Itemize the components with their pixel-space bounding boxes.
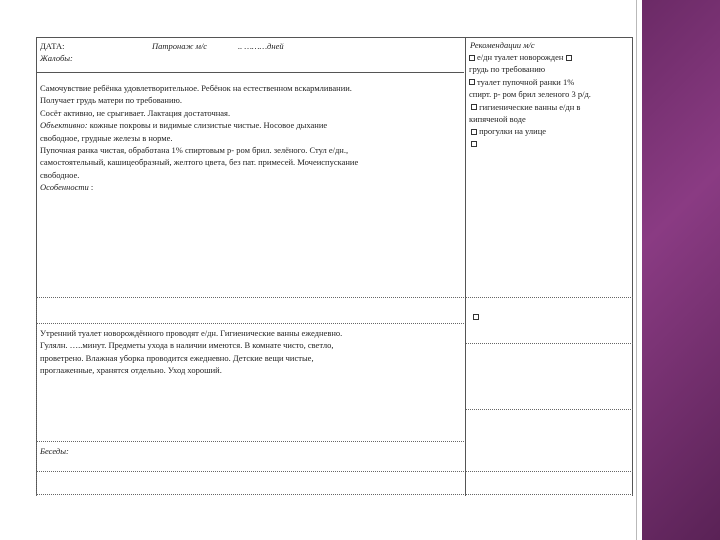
- exam-line-5: свободное, грудные железы в норме.: [40, 132, 173, 143]
- exam-line-8: свободное.: [40, 169, 80, 180]
- talks-block: [40, 445, 464, 457]
- checkbox-icon: [469, 79, 475, 85]
- hygiene-line-3: проветрено. Влажная уборка проводится ежедневно. Детские вещи чистые,: [40, 352, 314, 363]
- exam-line-7: самостоятельный, кашицеобразный, желтого цвета, без пат. примесей. Мочеиспускание: [40, 157, 359, 168]
- checkbox-icon: [469, 55, 475, 61]
- dotted-divider-3: [36, 441, 464, 442]
- exam-line-3: Сосёт активно, не срыгивает. Лактация достаточная.: [40, 107, 231, 118]
- checkbox-icon: [471, 141, 477, 147]
- rec-line-6: кипяченой воде: [469, 114, 526, 125]
- header-divider: [36, 72, 464, 73]
- rec-dotted-divider-5: [466, 494, 633, 495]
- rec-line-8: [469, 138, 633, 150]
- exam-line-4-text: кожные покровы и видимые слизистые чистые. Носовое дыхание: [87, 120, 328, 131]
- exam-line-6: Пупочная ранка чистая, обработана 1% спиртовым р- ром брил. зелёного. Стул е/дн.,: [40, 145, 349, 156]
- talks-label: Беседы:: [40, 446, 69, 456]
- rec-text-5: гигиенические ванны е/дн в: [479, 101, 581, 112]
- rec-text-7: прогулки на улице: [479, 126, 547, 137]
- hygiene-line-1: Утренний туалет новорождённого проводят е/дн. Гигиенические ванны ежедневно.: [40, 328, 343, 338]
- exam-line-1: Самочувствие ребёнка удовлетворительное. Ребёнок на естественном вскармливании.: [40, 83, 352, 93]
- side-divider-line: [636, 0, 637, 540]
- exam-line-2: Получает грудь матери по требованию.: [40, 95, 182, 106]
- hygiene-text: [40, 327, 464, 377]
- days-field: .. ………дней: [238, 41, 284, 51]
- rec-line-7: [469, 125, 633, 137]
- rec-line-5: [469, 101, 633, 113]
- rec-text-1: е/дн туалет новорожден: [477, 52, 564, 62]
- rec-line-2: грудь по требованию: [469, 64, 546, 75]
- features-line: [40, 181, 464, 193]
- rec-text-3: туалет пупочной ранки 1%: [477, 76, 575, 87]
- date-label: ДАТА:: [40, 41, 65, 51]
- dotted-divider-1: [36, 297, 464, 298]
- rec-dotted-divider-3: [466, 409, 633, 410]
- rec-dotted-divider-1: [466, 297, 633, 298]
- checkbox-icon: [473, 314, 479, 320]
- checkbox-icon: [471, 129, 477, 135]
- rec-dotted-divider-2: [466, 343, 633, 344]
- exam-line-4: [40, 119, 464, 131]
- recommendations-title: Рекомендации м/с: [470, 40, 535, 50]
- hygiene-line-2: Гулялн. …..минут. Предметы ухода в наличии имеются. В комнате чисто, светло,: [40, 340, 334, 351]
- recommendations-list: [469, 51, 633, 150]
- checkbox-icon: [566, 55, 572, 61]
- decorative-side-bar: [642, 0, 720, 540]
- hygiene-line-4: проглаженные, хранятся отдельно. Уход хороший.: [40, 365, 222, 376]
- examination-text: [40, 82, 464, 194]
- dotted-left-edge: [36, 297, 37, 496]
- features-label: Особенности: [40, 182, 89, 193]
- rec-line-1: [469, 51, 633, 63]
- checkbox-icon: [471, 104, 477, 110]
- rec-dotted-divider-4: [466, 471, 633, 472]
- dotted-divider-4: [36, 471, 464, 472]
- features-suffix: :: [88, 182, 94, 193]
- complaints-label: Жалобы:: [40, 53, 73, 63]
- recommendations-column: [465, 37, 633, 496]
- rec-line-3: [469, 76, 633, 88]
- form-title: Патронаж м/с: [152, 41, 208, 51]
- form-main-column: [36, 37, 464, 496]
- dotted-divider-5: [36, 494, 464, 495]
- rec-line-4: спирт. р- ром брил зеленого 3 р/д.: [469, 89, 591, 100]
- objective-label: Объективно:: [40, 120, 88, 131]
- dotted-divider-2: [36, 323, 464, 324]
